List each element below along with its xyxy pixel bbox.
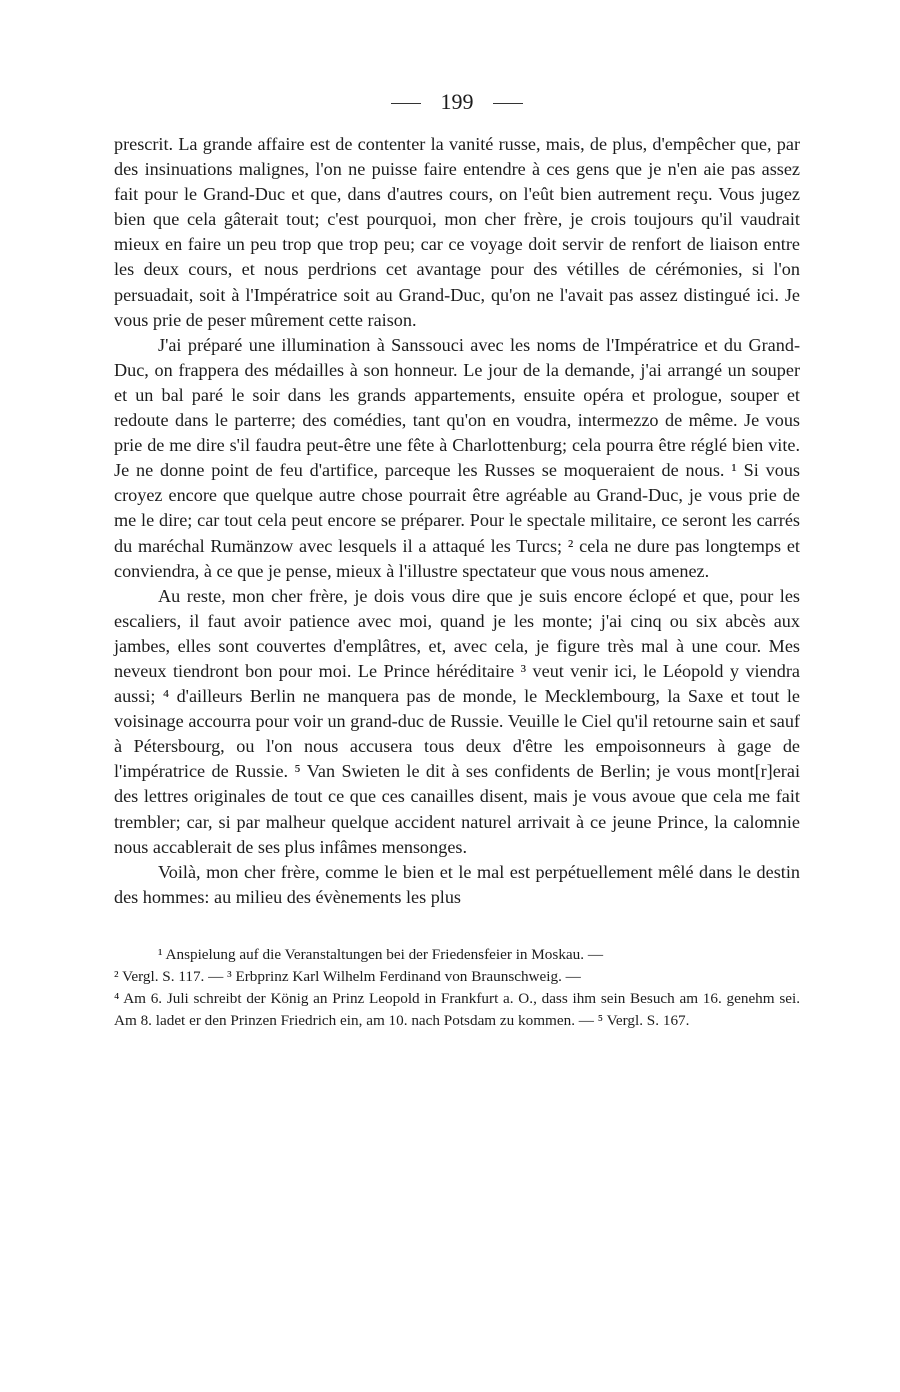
header-dash-right — [493, 103, 523, 104]
footnotes — [114, 944, 800, 1032]
footnote-4-5: ⁴ Am 6. Juli schreibt der König an Prinz Leopold in Frankfurt a. O., dass ihm sein Besuch am 16. genehm sei. Am 8. ladet er den Prinzen Friedrich ein, am 10. nach Potsdam zu kommen. — ⁵ Vergl. S. 167. — [114, 989, 800, 1029]
main-text — [114, 132, 800, 910]
footnote-2-3: ² Vergl. S. 117. — ³ Erbprinz Karl Wilhelm Ferdinand von Braunschweig. — — [114, 967, 581, 985]
page-number: 199 — [440, 89, 474, 114]
page-header — [114, 86, 800, 118]
footnote-1: ¹ Anspielung auf die Veranstaltungen bei der Friedensfeier in Moskau. — — [158, 945, 604, 963]
paragraph-1: prescrit. La grande affaire est de contenter la vanité russe, mais, de plus, d'empêcher que, par des insinuations malignes, l'on ne puisse faire entendre à ces gens que je n'en aie pas assez fait pour le Grand-Duc et que, dans d'autres cours, on l'eût bien autrement reçu. Vous jugez bien que cela gâterait tout; c'est pourquoi, mon cher frère, je crois toujours qu'il vaudrait mieux en faire un peu trop que trop peu; car ce voyage doit servir de renfort de liaison entre les deux cours, et nous perdrions cet avantage pour des vétilles de cérémonies, si l'on persuadait, soit à l'Impératrice soit au Grand-Duc, qu'on ne l'avait pas assez distingué ici. Je vous prie de peser mûrement cette raison. — [114, 134, 800, 330]
header-dash-left — [391, 103, 421, 104]
page — [114, 86, 800, 1032]
paragraph-2: J'ai préparé une illumination à Sanssouci avec les noms de l'Impératrice et du Grand-Duc, on frappera des médailles à son honneur. Le jour de la demande, j'ai arrangé un souper et un bal paré le soir dans les grands appartements, ensuite opéra et prologue, souper et redoute dans le parterre; des comédies, tant qu'on en voudra, intermezzo de même. Je vous prie de me dire s'il faudra peut-être une fête à Charlottenburg; cela pourra être réglé bien vite. Je ne donne point de feu d'artifice, parceque les Russes se moqueraient de nous. ¹ Si vous croyez encore que quelque autre chose pourrait être agréable au Grand-Duc, je vous prie de me le dire; car tout cela peut encore se préparer. Pour le spectale militaire, ce seront les carrés du maréchal Rumänzow avec lesquels il a attaqué les Turcs; ² cela ne dure pas longtemps et conviendra, à ce que je pense, mieux à l'illustre spectateur que vous nous amenez. — [114, 334, 800, 581]
paragraph-4: Voilà, mon cher frère, comme le bien et le mal est perpétuellement mêlé dans le destin des hommes: au milieu des évènements les plus — [114, 861, 800, 907]
paragraph-3: Au reste, mon cher frère, je dois vous dire que je suis encore éclopé et que, pour les escaliers, il faut avoir patience avec moi, quand je les monte; j'ai cinq ou six abcès aux jambes, elles sont couvertes d'emplâtres, et, avec cela, je figure très mal à une cour. Mes neveux tiendront bon pour moi. Le Prince héréditaire ³ veut venir ici, le Léopold y viendra aussi; ⁴ d'ailleurs Berlin ne manquera pas de monde, le Mecklembourg, la Saxe et tout le voisinage accourra pour voir un grand-duc de Russie. Veuille le Ciel qu'il retourne sain et sauf à Pétersbourg, ou l'on nous accusera tous deux d'être les empoisonneurs à gage de l'impératrice de Russie. ⁵ Van Swieten le dit à ses confidents de Berlin; je vous mont[r]erai des lettres originales de tout ce que ces canailles disent, mais je vous avoue que cela me fait trembler; car, si par malheur quelque accident naturel arrivait à ce jeune Prince, la calomnie nous accablerait de ses plus infâmes mensonges. — [114, 585, 800, 857]
